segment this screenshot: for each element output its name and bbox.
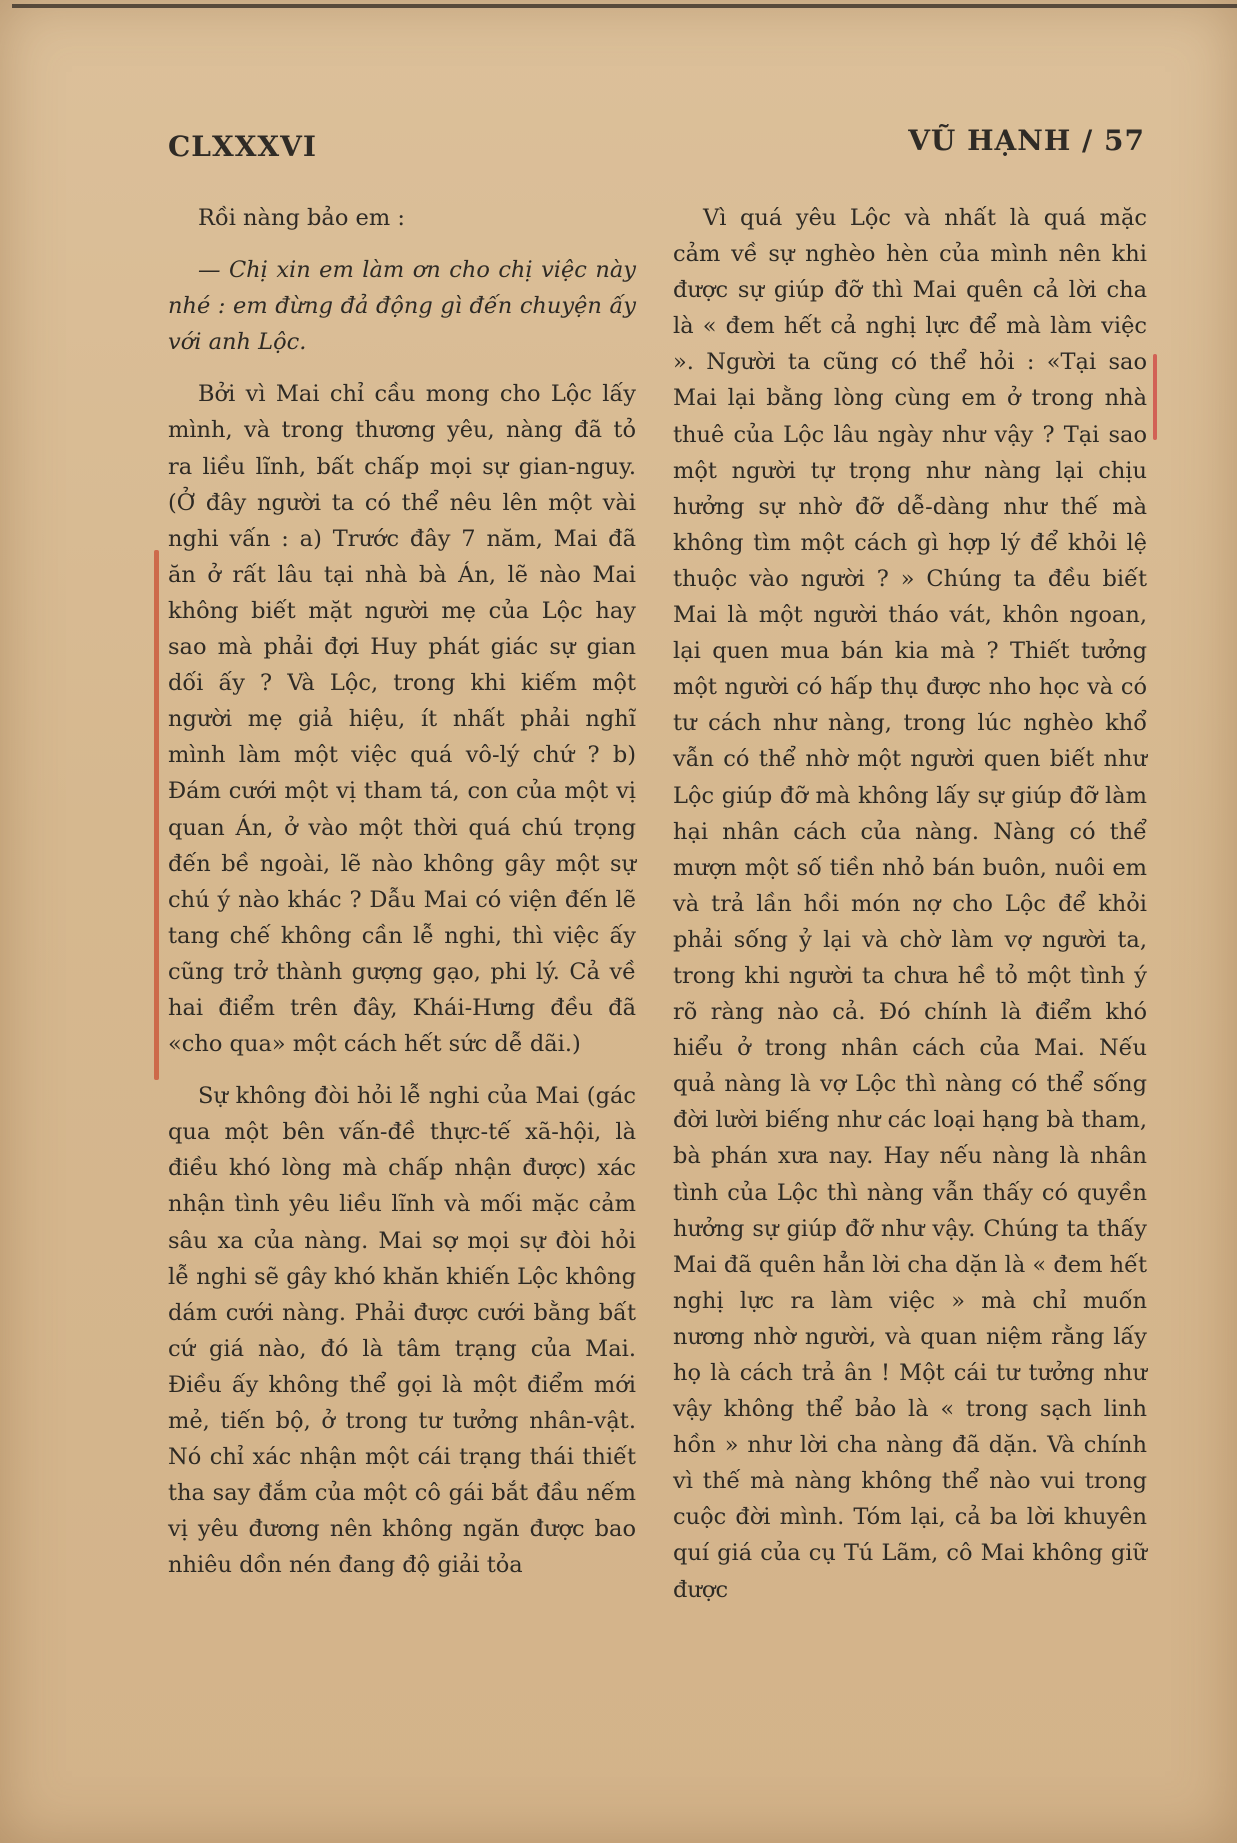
running-header: VŨ HẠNH / 57 [908, 124, 1145, 157]
margin-highlight-mark-right [1153, 354, 1157, 440]
quoted-dialogue: — Chị xin em làm ơn cho chị việc này nhé : em đừng đả động gì đến chuyện ấy với anh Lộc. [168, 257, 636, 356]
page-top-edge [12, 4, 1237, 8]
right-column [673, 200, 1147, 1608]
paragraph: Sự không đòi hỏi lễ nghi của Mai (gác qua một bên vấn-đề thực-tế xã-hội, là điều khó lòng mà chấp nhận được) xác nhận tình yêu liều lĩnh và mối mặc cảm sâu xa của nàng. Mai sợ mọi sự đòi hỏi lễ nghi sẽ gây khó khăn khiến Lộc không dám cưới nàng. Phải được cưới bằng bất cứ giá nào, đó là tâm trạng của Mai. Điều ấy không thể gọi là một điểm mới mẻ, tiến bộ, ở trong tư tưởng nhân-vật. Nó chỉ xác nhận một cái trạng thái thiết tha say đắm của một cô gái bắt đầu nếm vị yêu đương nên không ngăn được bao nhiêu dồn nén đang độ giải tỏa [168, 1083, 636, 1579]
left-column [168, 200, 636, 1583]
paragraph: Vì quá yêu Lộc và nhất là quá mặc cảm về sự nghèo hèn của mình nên khi được sự giúp đỡ thì Mai quên cả lời cha là « đem hết cả nghị lực để mà làm việc ». Người ta cũng có thể hỏi : «Tại sao Mai lại bằng lòng cùng em ở trong nhà thuê của Lộc lâu ngày như vậy ? Tại sao một người tự trọng như nàng lại chịu hưởng sự nhờ đỡ dễ-dàng như thế mà không tìm một cách gì hợp lý để khỏi lệ thuộc vào người ? » Chúng ta đều biết Mai là một người tháo vát, khôn ngoan, lại quen mua bán kia mà ? Thiết tưởng một người có hấp thụ được nho học và có tư cách như nàng, trong lúc nghèo khổ vẫn có thể nhờ một người quen biết như Lộc giúp đỡ mà không lấy sự giúp đỡ làm hại nhân cách của nàng. Nàng có thể mượn một số tiền nhỏ bán buôn, nuôi em và trả lần hồi món nợ cho Lộc để khỏi phải sống ỷ lại và chờ làm vợ người ta, trong khi người ta chưa hề tỏ một tình ý rõ ràng nào cả. Đó chính là điểm khó hiểu ở trong nhân cách của Mai. Nếu quả nàng là vợ Lộc thì nàng có thể sống đời lười biếng như các loại hạng bà tham, bà phán xưa nay. Hay nếu nàng là nhân tình của Lộc thì nàng vẫn thấy có quyền hưởng sự giúp đỡ như vậy. Chúng ta thấy Mai đã quên hẳn lời cha dặn là « đem hết nghị lực ra làm việc » mà chỉ muốn nương nhờ người, và quan niệm rằng lấy họ là cách trả ân ! Một cái tư tưởng như vậy không thể bảo là « trong sạch linh hồn » như lời cha nàng đã dặn. Và chính vì thế mà nàng không thể nào vui trong cuộc đời mình. Tóm lại, cả ba lời khuyên quí giá của cụ Tú Lãm, cô Mai không giữ được [673, 205, 1147, 1603]
margin-highlight-mark [154, 550, 159, 1080]
chapter-number: CLXXXVI [168, 130, 317, 163]
paragraph: Rồi nàng bảo em : [198, 205, 405, 231]
paragraph: Bởi vì Mai chỉ cầu mong cho Lộc lấy mình, và trong thương yêu, nàng đã tỏ ra liều lĩnh, bất chấp mọi sự gian-nguy. (Ở đây người ta có thể nêu lên một vài nghi vấn : a) Trước đây 7 năm, Mai đã ăn ở rất lâu tại nhà bà Án, lẽ nào Mai không biết mặt người mẹ của Lộc hay sao mà phải đợi Huy phát giác sự gian dối ấy ? Và Lộc, trong khi kiếm một người mẹ giả hiệu, ít nhất phải nghĩ mình làm một việc quá vô-lý chứ ? b) Đám cưới một vị tham tá, con của một vị quan Án, ở vào một thời quá chú trọng đến bề ngoài, lẽ nào không gây một sự chú ý nào khác ? Dẫu Mai có viện đến lẽ tang chế không cần lễ nghi, thì việc ấy cũng trở thành gượng gạo, phi lý. Cả về hai điểm trên đây, Khái-Hưng đều đã «cho qua» một cách hết sức dễ dãi.) [168, 381, 636, 1058]
